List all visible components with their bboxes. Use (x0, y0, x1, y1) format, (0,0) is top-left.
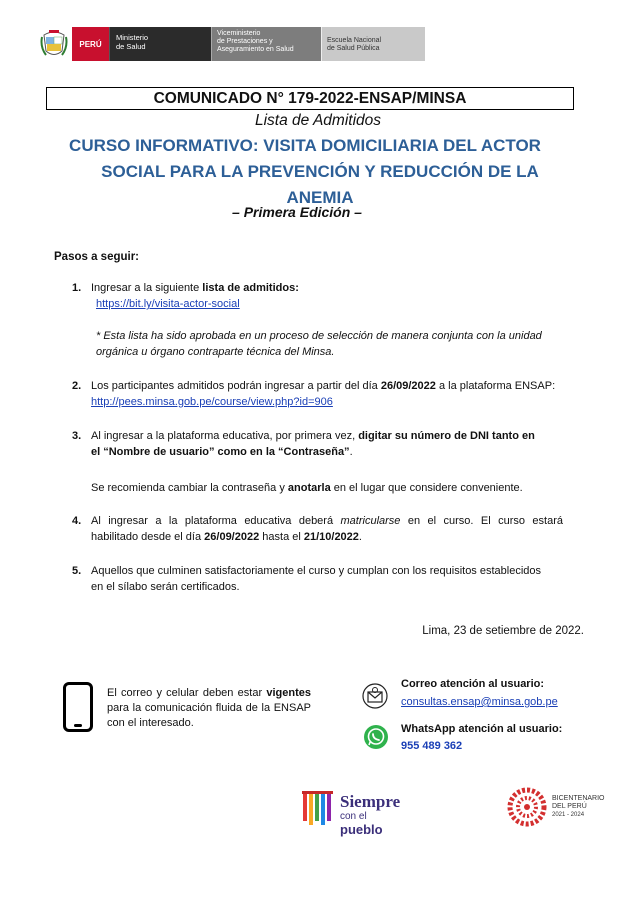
step-3-text: Al ingresar a la plataforma educativa, por primera vez, digitar su número de DNI tanto en el “Nombre de usuario” como en la “Contraseña”. (91, 430, 535, 458)
mobile-phone-icon (63, 682, 93, 732)
siempre-con-el-pueblo-logo: Siempre con el pueblo (302, 788, 412, 828)
peru-coat-of-arms-icon (40, 27, 68, 59)
step-number: 1. (72, 282, 82, 294)
whatsapp-number[interactable]: 955 489 362 (401, 740, 463, 752)
step-3-recommendation: Se recomienda cambiar la contraseña y anotarla en el lugar que considere conveniente. (91, 482, 523, 494)
platform-link[interactable]: http://pees.minsa.gob.pe/course/view.php?id=906 (91, 396, 333, 408)
place-date: Lima, 23 de setiembre de 2022. (422, 625, 584, 637)
subtitle: Lista de Admitidos (254, 112, 382, 129)
communique-title: COMUNICADO N° 179-2022-ENSAP/MINSA (46, 87, 574, 110)
step-number: 5. (72, 565, 82, 577)
steps-heading: Pasos a seguir: (54, 251, 140, 263)
step-number: 2. (72, 380, 82, 392)
admitted-list-link[interactable]: https://bit.ly/visita-actor-social (96, 298, 240, 310)
bicentenario-logo: BICENTENARIO DEL PERÚ 2021 - 2024 (506, 786, 616, 830)
school-label: Escuela Nacional de Salud Pública (321, 27, 425, 61)
whatsapp-label: WhatsApp atención al usuario: (401, 723, 563, 735)
whatsapp-icon (363, 724, 389, 750)
ministry-label: Ministerio de Salud (109, 27, 211, 61)
peru-label: PERÚ (72, 27, 109, 61)
course-title: CURSO INFORMATIVO: VISITA DOMICILIARIA DEL ACTOR SOCIAL PARA LA PREVENCIÓN Y REDUCCIÓN DE LA ANEMIA (69, 136, 541, 207)
step-4-text: Al ingresar a la plataforma educativa deberá matricularse en el curso. El curso estará habilitado desde el día 26/09/2022 hasta el 21/10/2022. (91, 515, 563, 543)
ministry-header (40, 27, 425, 61)
step-number: 3. (72, 430, 82, 442)
siempre-logo-icon (302, 789, 338, 827)
step-1-note: * Esta lista ha sido aprobada en un proceso de selección de manera conjunta con la unidad orgánica u órgano contraparte técnica del Minsa. (96, 330, 542, 358)
email-icon (362, 683, 388, 709)
step-1-text: Ingresar a la siguiente lista de admitidos: (91, 282, 299, 294)
bicentenario-icon (506, 786, 548, 828)
viceministry-label: Viceministerio de Prestaciones y Aseguramiento en Salud (211, 27, 321, 61)
step-5-text: Aquellos que culminen satisfactoriamente el curso y cumplan con los requisitos establecidos en el sílabo serán certificados. (91, 565, 542, 593)
email-label: Correo atención al usuario: (401, 678, 545, 690)
step-2-text: Los participantes admitidos podrán ingresar a partir del día 26/09/2022 a la plataforma ENSAP: (91, 380, 556, 392)
edition: – Primera Edición – (232, 204, 362, 220)
contact-note: El correo y celular deben estar vigentes para la comunicación fluida de la ENSAP con el interesado. (107, 687, 311, 729)
email-link[interactable]: consultas.ensap@minsa.gob.pe (401, 696, 558, 708)
step-number: 4. (72, 515, 82, 527)
